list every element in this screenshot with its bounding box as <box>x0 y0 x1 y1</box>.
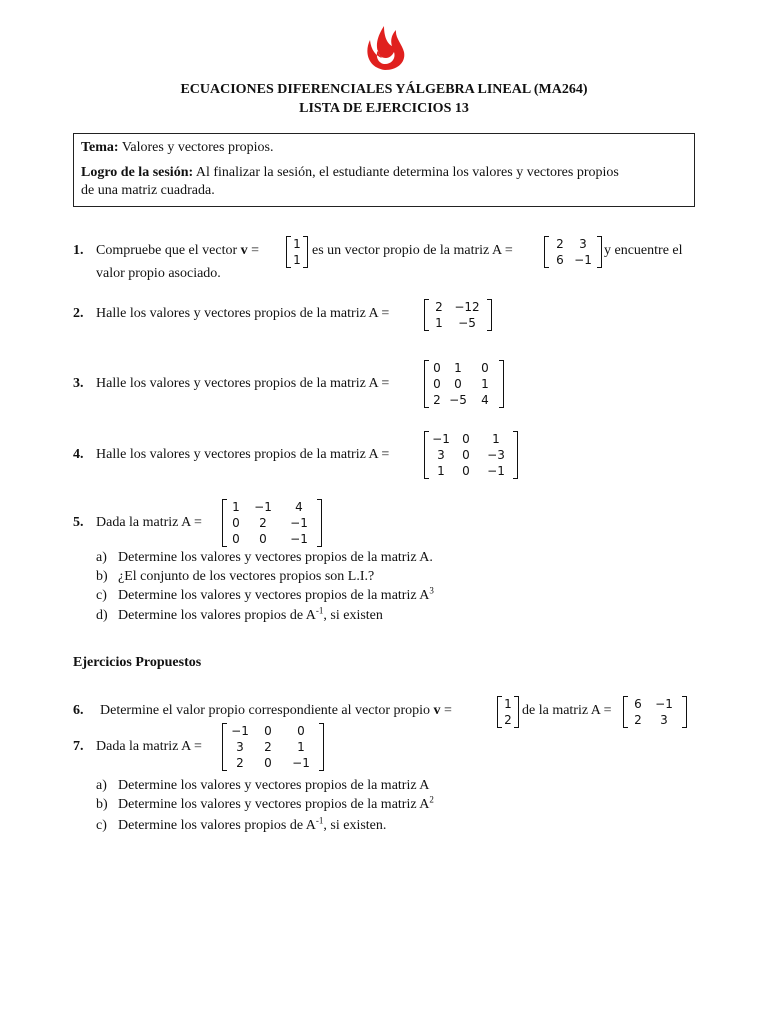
ex6-text-b: de la matriz A = <box>522 703 612 718</box>
matrix-cell: 3 <box>660 713 668 727</box>
exercise-number: 5. <box>73 515 84 530</box>
matrix-cell: 1 <box>293 237 301 251</box>
matrix-cell: −1 <box>290 516 308 530</box>
matrix-cell: −1 <box>292 756 310 770</box>
sub-item-tail: , si existen. <box>323 818 387 833</box>
equals: = <box>247 243 260 258</box>
matrix-cell: 0 <box>454 377 462 391</box>
sub-item <box>96 778 429 794</box>
matrix-ex7 <box>222 723 324 771</box>
matrix-cell: −1 <box>290 532 308 546</box>
ex1-text-d: valor propio asociado. <box>96 266 221 281</box>
matrix-cell: 3 <box>236 740 244 754</box>
page-subtitle: LISTA DE EJERCICIOS 13 <box>299 101 469 116</box>
sub-item-text: Determine los valores y vectores propios de la matriz A <box>118 588 430 603</box>
sub-item-label: a) <box>96 550 107 565</box>
sub-item <box>96 605 383 624</box>
matrix-cell: 0 <box>433 361 441 375</box>
section-title: Ejercicios Propuestos <box>73 655 202 670</box>
sub-item <box>96 815 387 834</box>
sub-item <box>96 585 434 604</box>
exercise-number: 4. <box>73 447 84 462</box>
matrix-cell: 1 <box>504 697 512 711</box>
matrix-cell: 4 <box>295 500 303 514</box>
matrix-ex5 <box>222 499 322 547</box>
sub-item-label: a) <box>96 778 107 793</box>
page-title: ECUACIONES DIFERENCIALES YÁLGEBRA LINEAL (MA264) <box>180 82 588 97</box>
matrix-cell: 0 <box>259 532 267 546</box>
matrix-cell: 6 <box>634 697 642 711</box>
matrix-cell: 0 <box>264 724 272 738</box>
exercise-number: 3. <box>73 376 84 391</box>
matrix-cell: 0 <box>433 377 441 391</box>
sub-item-label: b) <box>96 569 108 584</box>
sub-item-text: ¿El conjunto de los vectores propios son L.I.? <box>118 569 375 584</box>
matrix-cell: 2 <box>435 300 443 314</box>
matrix-cell: 3 <box>437 448 445 462</box>
matrix-cell: 1 <box>293 253 301 267</box>
sub-item-label: c) <box>96 588 107 603</box>
vector-v: v <box>433 703 441 718</box>
ex6-text-a: Determine el valor propio correspondiente al vector propio <box>100 703 434 718</box>
matrix-cell: 0 <box>297 724 305 738</box>
superscript: -1 <box>315 815 324 826</box>
logro-text: Al finalizar la sesión, el estudiante determina los valores y vectores propios <box>193 165 619 180</box>
matrix-cell: 2 <box>556 237 564 251</box>
matrix-ex2 <box>424 299 492 331</box>
matrix-cell: −1 <box>487 464 505 478</box>
matrix-cell: 0 <box>462 432 470 446</box>
sub-item-label: d) <box>96 608 108 623</box>
upc-flame-logo-icon <box>362 22 408 72</box>
matrix-cell: 0 <box>462 448 470 462</box>
matrix-cell: 1 <box>297 740 305 754</box>
session-info-box <box>73 133 695 207</box>
logro-label: Logro de la sesión: <box>81 165 194 180</box>
matrix-cell: 0 <box>232 532 240 546</box>
tema-label: Tema: <box>81 140 119 155</box>
matrix-cell: 1 <box>232 500 240 514</box>
matrix-cell: 3 <box>579 237 587 251</box>
matrix-cell: 2 <box>259 516 267 530</box>
matrix-ex4 <box>424 431 518 479</box>
exercise-7-text: Dada la matriz A = <box>96 739 202 754</box>
exercise-number: 1. <box>73 243 84 258</box>
exercise-number: 2. <box>73 306 84 321</box>
matrix-cell: 2 <box>236 756 244 770</box>
exercise-6-text <box>100 703 452 719</box>
equals: = <box>440 703 452 718</box>
sub-item-tail: , si existen <box>323 608 383 623</box>
matrix-cell: 1 <box>435 316 443 330</box>
matrix-cell: 0 <box>264 756 272 770</box>
matrix-cell: 0 <box>481 361 489 375</box>
matrix-cell: 1 <box>437 464 445 478</box>
matrix-ex6 <box>623 696 687 728</box>
matrix-cell: 0 <box>232 516 240 530</box>
superscript: 2 <box>429 794 434 805</box>
matrix-cell: 2 <box>634 713 642 727</box>
superscript: 3 <box>429 585 434 596</box>
ex1-text-b: es un vector propio de la matriz A = <box>312 243 513 258</box>
matrix-cell: −1 <box>655 697 673 711</box>
matrix-ex3 <box>424 360 504 408</box>
matrix-cell: 2 <box>433 393 441 407</box>
matrix-cell: 6 <box>556 253 564 267</box>
matrix-cell: 0 <box>462 464 470 478</box>
matrix-cell: −12 <box>454 300 480 314</box>
sub-item <box>96 550 433 566</box>
sub-item-text: Determine los valores y vectores propios de la matriz A. <box>118 550 433 565</box>
sub-item-text: Determine los valores y vectores propios de la matriz A <box>118 797 430 812</box>
matrix-cell: −5 <box>449 393 467 407</box>
matrix-cell: −3 <box>487 448 505 462</box>
sub-item-text: Determine los valores propios de A <box>118 818 316 833</box>
ex1-text-c: y encuentre el <box>604 243 683 258</box>
matrix-cell: −1 <box>254 500 272 514</box>
matrix-cell: −1 <box>432 432 450 446</box>
matrix-cell: 4 <box>481 393 489 407</box>
exercise-number: 6. <box>73 703 84 718</box>
exercise-4-text: Halle los valores y vectores propios de la matriz A = <box>96 447 390 462</box>
matrix-cell: 1 <box>454 361 462 375</box>
matrix-cell: −5 <box>458 316 476 330</box>
vector-v-ex1 <box>286 236 308 268</box>
sub-item-text: Determine los valores y vectores propios de la matriz A <box>118 778 430 793</box>
matrix-ex1 <box>544 236 602 268</box>
matrix-cell: 1 <box>492 432 500 446</box>
exercise-3-text: Halle los valores y vectores propios de la matriz A = <box>96 376 390 391</box>
matrix-cell: 2 <box>264 740 272 754</box>
exercise-5-text: Dada la matriz A = <box>96 515 202 530</box>
superscript: -1 <box>315 605 324 616</box>
sub-item-label: c) <box>96 818 107 833</box>
matrix-cell: −1 <box>574 253 592 267</box>
exercise-number: 7. <box>73 739 84 754</box>
exercise-1-text <box>96 243 259 259</box>
vector-v: v <box>240 243 248 258</box>
tema-text: Valores y vectores propios. <box>118 140 274 155</box>
logro-text-2: de una matriz cuadrada. <box>81 183 215 198</box>
sub-item-text: Determine los valores propios de A <box>118 608 316 623</box>
sub-item <box>96 569 374 585</box>
sub-item <box>96 794 434 813</box>
vector-v-ex6 <box>497 696 519 728</box>
matrix-cell: 2 <box>504 713 512 727</box>
sub-item-label: b) <box>96 797 108 812</box>
matrix-cell: 1 <box>481 377 489 391</box>
exercise-2-text: Halle los valores y vectores propios de la matriz A = <box>96 306 390 321</box>
matrix-cell: −1 <box>231 724 249 738</box>
ex1-text-a: Compruebe que el vector <box>96 243 241 258</box>
